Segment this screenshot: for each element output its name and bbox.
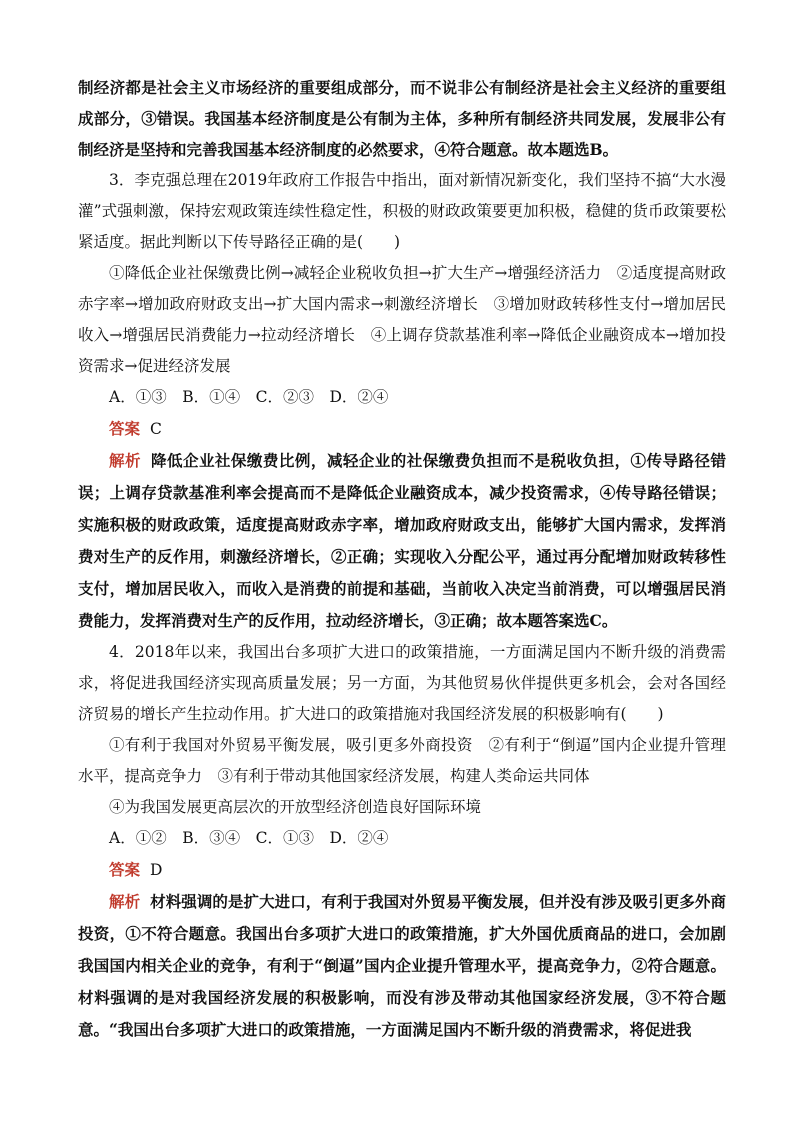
question-4-options: A．①② B．③④ C．①③ D．②④ [109,829,389,847]
answer-label: 答案 [109,860,141,879]
question-3-items: ①降低企业社保缴费比例→减轻企业税收负担→扩大生产→增强经济活力 ②适度提高财政赤字率→增加政府财政支出→扩大国内需求→刺激经济增长 ③增加财政转移性支付→增加居民收入→增强居民消费能力→拉动经济增长 ④上调存贷款基准利率→降低企业融资成本→增加投资需求→促进经济发展 [78,264,726,375]
question-4-items-1-3: ①有利于我国对外贸易平衡发展，吸引更多外商投资 ②有利于“倒逼”国内企业提升管理水平，提高竞争力 ③有利于带动其他国家经济发展，构建人类命运共同体 [78,736,726,785]
question-4-answer [78,854,726,886]
question-4-stem: 4．2018年以来，我国出台多项扩大进口的政策措施，一方面满足国内不断升级的消费需求，将促进我国经济实现高质量发展；另一方面，为其他贸易伙伴提供更多机会，会对各国经济贸易的增长产生拉动作用。扩大进口的政策措施对我国经济发展的积极影响有( ) [78,643,726,723]
question-3-analysis [78,445,726,637]
question-3-stem: 3．李克强总理在2019年政府工作报告中指出，面对新情况新变化，我们坚持不搞“大水漫灌”式强刺激，保持宏观政策连续性稳定性，积极的财政政策要更加积极，稳健的货币政策要松紧适度。据此判断以下传导路径正确的是( ) [78,171,726,251]
question-4-item-4: ④为我国发展更高层次的开放型经济创造良好国际环境 [109,798,482,816]
page-content [78,72,726,1046]
previous-analysis-continuation: 制经济都是社会主义市场经济的重要组成部分，而不说非公有制经济是社会主义经济的重要组成部分，③错误。我国基本经济制度是公有制为主体，多种所有制经济共同发展，发展非公有制经济是坚持和完善我国基本经济制度的必然要求，④符合题意。故本题选B。 [78,78,726,159]
answer-value: C [150,420,162,438]
question-3-answer [78,413,726,445]
question-3-options: A．①③ B．①④ C．②③ D．②④ [109,388,389,406]
analysis-text: 降低企业社保缴费比例，减轻企业的社保缴费负担而不是税收负担，①传导路径错误；上调存贷款基准利率会提高而不是降低企业融资成本，减少投资需求，④传导路径错误；实施积极的财政政策，适度提高财政赤字率，增加政府财政支出，能够扩大国内需求，发挥消费对生产的反作用，刺激经济增长，②正确；实现收入分配公平，通过再分配增加财政转移性支付，增加居民收入，而收入是消费的前提和基础，当前收入决定当前消费，可以增强居民消费能力，发挥消费对生产的反作用，拉动经济增长，③正确；故本题答案选C。 [78,451,726,630]
analysis-text: 材料强调的是扩大进口，有利于我国对外贸易平衡发展，但并没有涉及吸引更多外商投资，①不符合题意。我国出台多项扩大进口的政策措施，扩大外国优质商品的进口，会加剧我国国内相关企业的竞争，有利于“倒逼”国内企业提升管理水平，提高竞争力，②符合题意。材料强调的是对我国经济发展的积极影响，而没有涉及带动其他国家经济发展，③不符合题意。“我国出台多项扩大进口的政策措施，一方面满足国内不断升级的消费需求，将促进我 [78,892,726,1039]
answer-label: 答案 [109,419,141,438]
question-4-analysis [78,886,726,1046]
analysis-label: 解析 [109,451,141,470]
answer-value: D [150,861,163,879]
analysis-label: 解析 [109,892,141,911]
